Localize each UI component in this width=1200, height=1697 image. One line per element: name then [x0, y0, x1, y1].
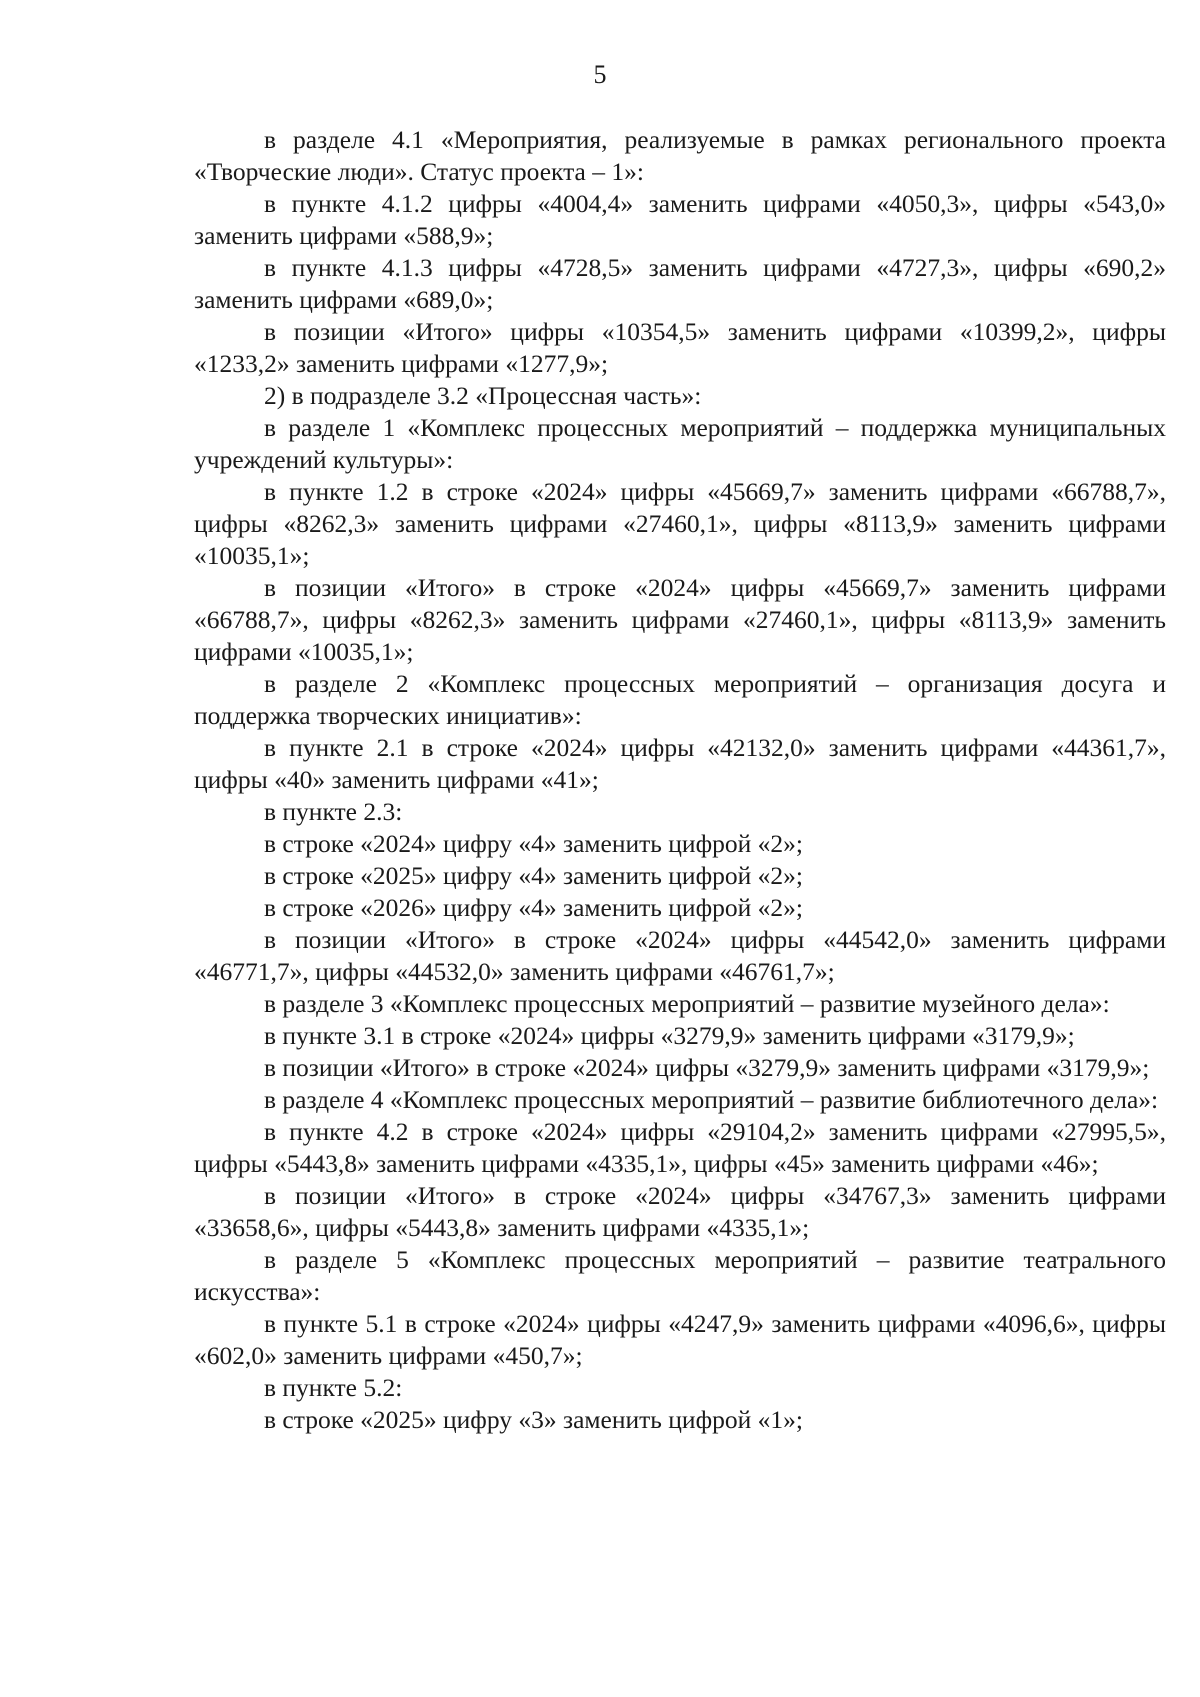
paragraph-total-section-3: в позиции «Итого» в строке «2024» цифры «3279,9» заменить цифрами «3179,9»;: [264, 1053, 1150, 1082]
paragraph-section-4-1: в разделе 4.1 «Мероприятия, реализуемые в рамках регионального проекта «Творческие люди». Статус проекта – 1»:: [194, 125, 1166, 186]
paragraph-item-5-2: в пункте 5.2:: [264, 1373, 403, 1402]
paragraph-section-5: в разделе 5 «Комплекс процессных мероприятий – развитие театрального искусства»:: [194, 1245, 1166, 1306]
paragraph-item-4-2: в пункте 4.2 в строке «2024» цифры «29104,2» заменить цифрами «27995,5», цифры «5443,8» заменить цифрами «4335,1», цифры «45» заменить цифрами «46»;: [194, 1117, 1166, 1178]
paragraph-total-4-1: в позиции «Итого» цифры «10354,5» заменить цифрами «10399,2», цифры «1233,2» заменить цифрами «1277,9»;: [194, 317, 1166, 378]
paragraph-total-section-1: в позиции «Итого» в строке «2024» цифры «45669,7» заменить цифрами «66788,7», цифры «8262,3» заменить цифрами «27460,1», цифры «8113,9» заменить цифрами «10035,1»;: [194, 573, 1166, 666]
paragraph-section-4: в разделе 4 «Комплекс процессных мероприятий – развитие библиотечного дела»:: [264, 1085, 1159, 1114]
paragraph-item-1-2: в пункте 1.2 в строке «2024» цифры «45669,7» заменить цифрами «66788,7», цифры «8262,3» заменить цифрами «27460,1», цифры «8113,9» заменить цифрами «10035,1»;: [194, 477, 1166, 570]
document-body: [194, 124, 1166, 1436]
page-number: 5: [593, 60, 607, 89]
paragraph-item-2-1: в пункте 2.1 в строке «2024» цифры «42132,0» заменить цифрами «44361,7», цифры «40» заменить цифрами «41»;: [194, 733, 1166, 794]
paragraph-item-4-1-2: в пункте 4.1.2 цифры «4004,4» заменить цифрами «4050,3», цифры «543,0» заменить цифрами «588,9»;: [194, 189, 1166, 250]
paragraph-row-2026: в строке «2026» цифру «4» заменить цифрой «2»;: [264, 893, 803, 922]
paragraph-total-section-2: в позиции «Итого» в строке «2024» цифры «44542,0» заменить цифрами «46771,7», цифры «44532,0» заменить цифрами «46761,7»;: [194, 925, 1166, 986]
paragraph-item-3-1: в пункте 3.1 в строке «2024» цифры «3279,9» заменить цифрами «3179,9»;: [264, 1021, 1075, 1050]
paragraph-section-3: в разделе 3 «Комплекс процессных мероприятий – развитие музейного дела»:: [264, 989, 1110, 1018]
paragraph-row-2024: в строке «2024» цифру «4» заменить цифрой «2»;: [264, 829, 803, 858]
paragraph-subsection-3-2: 2) в подразделе 3.2 «Процессная часть»:: [264, 381, 702, 410]
paragraph-item-4-1-3: в пункте 4.1.3 цифры «4728,5» заменить цифрами «4727,3», цифры «690,2» заменить цифрами «689,0»;: [194, 253, 1166, 314]
paragraph-section-2: в разделе 2 «Комплекс процессных мероприятий – организация досуга и поддержка творческих инициатив»:: [194, 669, 1166, 730]
paragraph-row-2025: в строке «2025» цифру «4» заменить цифрой «2»;: [264, 861, 803, 890]
paragraph-row-2025-item-5-2: в строке «2025» цифру «3» заменить цифрой «1»;: [264, 1405, 803, 1434]
paragraph-total-section-4: в позиции «Итого» в строке «2024» цифры «34767,3» заменить цифрами «33658,6», цифры «5443,8» заменить цифрами «4335,1»;: [194, 1181, 1166, 1242]
paragraph-section-1: в разделе 1 «Комплекс процессных мероприятий – поддержка муниципальных учреждений культуры»:: [194, 413, 1166, 474]
paragraph-item-2-3: в пункте 2.3:: [264, 797, 403, 826]
paragraph-item-5-1: в пункте 5.1 в строке «2024» цифры «4247,9» заменить цифрами «4096,6», цифры «602,0» заменить цифрами «450,7»;: [194, 1309, 1166, 1370]
